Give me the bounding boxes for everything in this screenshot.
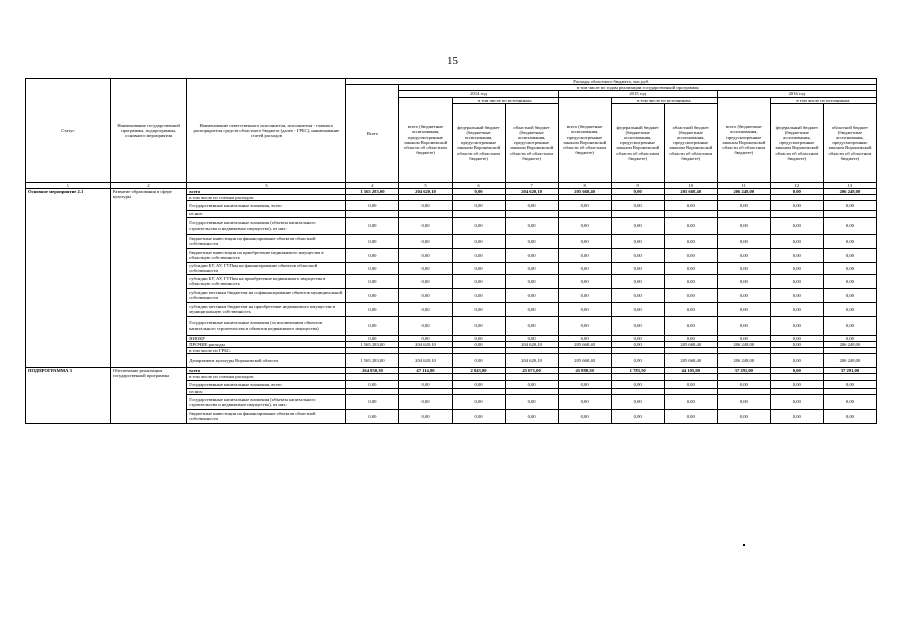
- row-value-cell: 1 565 283,00: [346, 354, 399, 368]
- row-value-cell: 0,00: [452, 316, 505, 335]
- row-value-cell: 0,00: [717, 234, 770, 248]
- row-value-cell: 0,00: [717, 409, 770, 423]
- row-value-cell: 0,00: [664, 316, 717, 335]
- row-item-label: субсидии БУ, АУ, ГУПам на приобретение недвижимого имущества в областную собственность: [187, 274, 346, 288]
- row-value-cell: 205 668,40: [558, 354, 611, 368]
- row-value-cell: 206 248,00: [717, 189, 770, 195]
- row-value-cell: 204 620,10: [505, 354, 558, 368]
- row-item-label: субсидии местным бюджетам на софинансирование объектов муниципальной собственности: [187, 288, 346, 302]
- row-value-cell: 0,00: [346, 409, 399, 423]
- row-item-label: субсидии местным бюджетам на приобретение недвижимого имущества в муниципальную собственность: [187, 302, 346, 316]
- row-value-cell: 0,00: [558, 302, 611, 316]
- column-number: 1: [26, 182, 111, 188]
- row-value-cell: 0,00: [452, 201, 505, 211]
- row-value-cell: 0,00: [505, 217, 558, 234]
- row-value-cell: 0,00: [346, 302, 399, 316]
- row-value-cell: 0,00: [823, 234, 876, 248]
- row-value-cell: 0,00: [452, 274, 505, 288]
- row-value-cell: 0,00: [823, 274, 876, 288]
- row-value-cell: 0,00: [505, 380, 558, 388]
- row-value-cell: 0,00: [346, 380, 399, 388]
- row-value-cell: 0,00: [346, 335, 399, 341]
- row-value-cell: 0,00: [717, 201, 770, 211]
- row-value-cell: 0,00: [399, 380, 452, 388]
- row-value-cell: 0,00: [770, 380, 823, 388]
- row-value-cell: 0,00: [717, 274, 770, 288]
- header-total: Всего: [346, 85, 399, 183]
- row-value-cell: 0,00: [505, 316, 558, 335]
- row-item-label: в том числе по ГРБС:: [187, 348, 346, 354]
- header-program-name: Наименование государственной программы, подпрограммы, основного мероприятия: [110, 79, 186, 183]
- row-value-cell: 0,00: [452, 335, 505, 341]
- row-value-cell: 0,00: [505, 234, 558, 248]
- row-value-cell: 0,00: [452, 302, 505, 316]
- row-item-label: ПРОЧИЕ расходы: [187, 341, 346, 347]
- row-value-cell: 0,00: [823, 409, 876, 423]
- row-status: Основное мероприятие 2.1: [26, 189, 111, 368]
- row-value-cell: 0,00: [558, 316, 611, 335]
- row-value-cell: 0,00: [558, 248, 611, 262]
- row-value-cell: 204 620,10: [505, 341, 558, 347]
- row-item-label: Государственные капитальные вложения (за исключением объектов капитального строительства и объектов недвижимого имущества): [187, 316, 346, 335]
- row-item-label: бюджетные инвестиции на приобретение недвижимого имущества в областную собственность: [187, 248, 346, 262]
- row-value-cell: 0,00: [505, 201, 558, 211]
- row-value-cell: 0,00: [558, 409, 611, 423]
- row-value-cell: 0,00: [611, 262, 664, 274]
- row-value-cell: 1 565 283,00: [346, 189, 399, 195]
- row-value-cell: 0,00: [399, 201, 452, 211]
- row-program-name: Обеспечение реализации государственной программы: [110, 368, 186, 424]
- row-value-cell: 0,00: [558, 201, 611, 211]
- row-value-cell: 0,00: [823, 217, 876, 234]
- row-value-cell: 0,00: [717, 380, 770, 388]
- row-value-cell: 0,00: [664, 288, 717, 302]
- row-value-cell: 0,00: [770, 189, 823, 195]
- row-value-cell: 0,00: [611, 302, 664, 316]
- row-value-cell: 0,00: [823, 302, 876, 316]
- row-value-cell: 206 248,00: [823, 354, 876, 368]
- row-value-cell: 0,00: [558, 274, 611, 288]
- row-item-label: субсидии БУ, АУ, ГУПам на финансирование объектов областной собственности: [187, 262, 346, 274]
- row-item-label: всего: [187, 368, 346, 374]
- row-value-cell: 0,00: [399, 234, 452, 248]
- header-col-reg: областной бюджет (бюджетные ассигнования, предусмотренные законом Воронежской области об областном бюджете): [823, 103, 876, 182]
- row-value-cell: 0,00: [452, 354, 505, 368]
- row-value-cell: 0,00: [823, 288, 876, 302]
- row-value-cell: 0,00: [823, 394, 876, 409]
- header-by-sources: в том числе по источникам:: [452, 97, 558, 103]
- row-value-cell: 47 114,80: [399, 368, 452, 374]
- header-status: Статус: [26, 79, 111, 183]
- row-item-label: бюджетные инвестиции на финансирование объектов областной собственности: [187, 409, 346, 423]
- row-value-cell: 205 668,40: [664, 189, 717, 195]
- row-value-cell: 206 248,00: [717, 354, 770, 368]
- row-value-cell: 204 620,10: [399, 354, 452, 368]
- row-value-cell: 0,00: [664, 274, 717, 288]
- header-col-fed: федеральный бюджет (бюджетные ассигнования, предусмотренные законом Воронежской области об областном бюджете): [611, 103, 664, 182]
- row-value-cell: 0,00: [399, 248, 452, 262]
- column-number: 4: [346, 182, 399, 188]
- row-value-cell: 0,00: [770, 217, 823, 234]
- row-value-cell: 0,00: [823, 380, 876, 388]
- row-value-cell: 0,00: [346, 316, 399, 335]
- row-value-cell: 204 620,10: [399, 341, 452, 347]
- row-value-cell: 0,00: [823, 201, 876, 211]
- row-program-name: Развитие образования в сфере культуры: [110, 189, 186, 368]
- row-value-cell: 0,00: [770, 335, 823, 341]
- header-col-all: всего (бюджетные ассигнования, предусмотренные законом Воронежской области об областном бюджете): [399, 97, 452, 182]
- row-value-cell: 0,00: [664, 201, 717, 211]
- row-item-label: Государственные капитальные вложения, всего: [187, 201, 346, 211]
- row-value-cell: 0,00: [770, 201, 823, 211]
- header-executor: Наименование ответственного исполнителя, исполнителя - главного распорядителя средств областного бюджета (далее - ГРБС), наименование статей расходов: [187, 79, 346, 183]
- row-value-cell: 0,00: [611, 394, 664, 409]
- row-value-cell: 0,00: [346, 394, 399, 409]
- row-item-label: всего: [187, 189, 346, 195]
- row-value-cell: 0,00: [346, 262, 399, 274]
- row-value-cell: 0,00: [717, 217, 770, 234]
- row-value-cell: 264 850,30: [346, 368, 399, 374]
- row-value-cell: 0,00: [611, 354, 664, 368]
- row-value-cell: 0,00: [717, 316, 770, 335]
- row-value-cell: 1 565 283,00: [346, 341, 399, 347]
- row-value-cell: 0,00: [399, 335, 452, 341]
- row-value-cell: 0,00: [770, 341, 823, 347]
- stray-mark: [743, 544, 745, 546]
- row-value-cell: 0,00: [770, 302, 823, 316]
- row-value-cell: 0,00: [399, 217, 452, 234]
- row-value-cell: 0,00: [558, 288, 611, 302]
- row-item-label: из них:: [187, 211, 346, 217]
- row-value-cell: 0,00: [611, 341, 664, 347]
- column-number: 8: [558, 182, 611, 188]
- row-value-cell: 0,00: [770, 409, 823, 423]
- row-value-cell: 0,00: [346, 288, 399, 302]
- row-value-cell: 0,00: [346, 248, 399, 262]
- row-value-cell: 206 248,00: [717, 341, 770, 347]
- row-value-cell: 205 668,40: [664, 354, 717, 368]
- row-value-cell: 0,00: [664, 248, 717, 262]
- row-item-label: бюджетные инвестиции на финансирование объектов областной собственности: [187, 234, 346, 248]
- row-value-cell: 0,00: [717, 248, 770, 262]
- header-by-years: в том числе по годам реализации государственной программы: [399, 85, 877, 91]
- row-value-cell: 0,00: [399, 274, 452, 288]
- row-value-cell: 205 668,40: [558, 341, 611, 347]
- row-value-cell: 0,00: [823, 262, 876, 274]
- row-value-cell: 0,00: [452, 234, 505, 248]
- row-value-cell: 0,00: [823, 316, 876, 335]
- column-number: 3: [187, 182, 346, 188]
- row-value-cell: 0,00: [664, 409, 717, 423]
- row-value-cell: 0,00: [611, 335, 664, 341]
- column-number: 13: [823, 182, 876, 188]
- row-value-cell: 0,00: [717, 262, 770, 274]
- row-value-cell: 0,00: [664, 335, 717, 341]
- row-value-cell: 45 888,50: [558, 368, 611, 374]
- row-value-cell: 0,00: [611, 409, 664, 423]
- row-value-cell: 0,00: [399, 409, 452, 423]
- row-value-cell: 0,00: [611, 189, 664, 195]
- row-item-label: в том числе по статьям расходов:: [187, 195, 346, 201]
- row-value-cell: 37 291,00: [823, 368, 876, 374]
- row-value-cell: 204 620,10: [399, 189, 452, 195]
- row-value-cell: 0,00: [611, 234, 664, 248]
- row-value-cell: 0,00: [505, 288, 558, 302]
- row-item-label: Государственные капитальные вложения (объекты капитального строительства и недвижимое имущество), из них:: [187, 217, 346, 234]
- row-value-cell: 0,00: [505, 274, 558, 288]
- row-value-cell: 0,00: [346, 274, 399, 288]
- row-value-cell: 0,00: [717, 302, 770, 316]
- column-number: 6: [452, 182, 505, 188]
- row-value-cell: 0,00: [505, 409, 558, 423]
- column-number: 11: [717, 182, 770, 188]
- row-value-cell: 0,00: [558, 234, 611, 248]
- row-value-cell: 0,00: [611, 201, 664, 211]
- row-value-cell: 0,00: [505, 248, 558, 262]
- row-value-cell: 0,00: [346, 217, 399, 234]
- row-value-cell: 0,00: [505, 394, 558, 409]
- header-expenses-title: Расходы областного бюджета, тыс.руб.: [346, 79, 877, 85]
- row-value-cell: 0,00: [664, 217, 717, 234]
- row-value-cell: 205 668,40: [558, 189, 611, 195]
- row-value-cell: 44 105,00: [664, 368, 717, 374]
- row-value-cell: 0,00: [558, 262, 611, 274]
- column-number: 12: [770, 182, 823, 188]
- row-value-cell: 0,00: [399, 302, 452, 316]
- row-value-cell: 205 668,40: [664, 341, 717, 347]
- column-number: 10: [664, 182, 717, 188]
- row-value-cell: 0,00: [611, 380, 664, 388]
- row-value-cell: 0,00: [452, 217, 505, 234]
- header-col-all: всего (бюджетные ассигнования, предусмотренные законом Воронежской области об областном бюджете): [558, 97, 611, 182]
- row-value-cell: 0,00: [664, 262, 717, 274]
- row-value-cell: 0,00: [452, 341, 505, 347]
- row-value-cell: 0,00: [770, 248, 823, 262]
- row-value-cell: 0,00: [452, 380, 505, 388]
- row-value-cell: 0,00: [399, 394, 452, 409]
- row-value-cell: 0,00: [664, 380, 717, 388]
- row-value-cell: 0,00: [452, 262, 505, 274]
- header-col-reg: областной бюджет (бюджетные ассигнования, предусмотренные законом Воронежской области об областном бюджете): [664, 103, 717, 182]
- row-value-cell: 0,00: [452, 248, 505, 262]
- row-value-cell: 2 043,80: [452, 368, 505, 374]
- column-number: 9: [611, 182, 664, 188]
- row-value-cell: 1 783,50: [611, 368, 664, 374]
- row-value-cell: 0,00: [611, 217, 664, 234]
- row-item-label: НИОКР: [187, 335, 346, 341]
- row-value-cell: 206 248,00: [823, 189, 876, 195]
- row-value-cell: 0,00: [770, 234, 823, 248]
- row-item-label: в том числе по статьям расходов:: [187, 374, 346, 380]
- budget-table: [25, 78, 877, 424]
- row-value-cell: 0,00: [823, 248, 876, 262]
- row-value-cell: 0,00: [664, 394, 717, 409]
- table-header: [26, 79, 877, 189]
- header-year-2014: 2014 год: [399, 91, 558, 97]
- row-value-cell: 0,00: [611, 316, 664, 335]
- header-year-2016: 2016 год: [717, 91, 876, 97]
- row-value-cell: 0,00: [505, 335, 558, 341]
- row-value-cell: 0,00: [770, 262, 823, 274]
- row-value-cell: 0,00: [611, 288, 664, 302]
- row-value-cell: 0,00: [611, 274, 664, 288]
- row-item-label: Государственные капитальные вложения, всего: [187, 380, 346, 388]
- column-number: 7: [505, 182, 558, 188]
- row-value-cell: 0,00: [399, 316, 452, 335]
- row-value-cell: 0,00: [664, 302, 717, 316]
- row-value-cell: 0,00: [346, 234, 399, 248]
- table-body: [26, 189, 877, 424]
- row-item-label: Государственные капитальные вложения (объекты капитального строительства и недвижимое имущество), из них:: [187, 394, 346, 409]
- row-value-cell: 0,00: [399, 288, 452, 302]
- row-value-cell: 0,00: [452, 288, 505, 302]
- row-value-cell: 0,00: [770, 354, 823, 368]
- row-value-cell: 0,00: [558, 217, 611, 234]
- header-by-sources: в том числе по источникам:: [611, 97, 717, 103]
- row-value-cell: 0,00: [346, 201, 399, 211]
- row-value-cell: 0,00: [452, 394, 505, 409]
- header-by-sources: в том числе по источникам:: [770, 97, 876, 103]
- row-value-cell: 0,00: [505, 262, 558, 274]
- row-value-cell: 0,00: [452, 409, 505, 423]
- row-value-cell: 0,00: [558, 335, 611, 341]
- row-value-cell: 0,00: [717, 335, 770, 341]
- header-col-reg: областной бюджет (бюджетные ассигнования, предусмотренные законом Воронежской области об областном бюджете): [505, 103, 558, 182]
- row-value-cell: 0,00: [399, 262, 452, 274]
- header-col-fed: федеральный бюджет (бюджетные ассигнования, предусмотренные законом Воронежской области об областном бюджете): [452, 103, 505, 182]
- header-col-all: всего (бюджетные ассигнования, предусмотренные законом Воронежской области об областном бюджете): [717, 97, 770, 182]
- row-value-cell: 0,00: [770, 316, 823, 335]
- row-value-cell: 0,00: [823, 335, 876, 341]
- row-value-cell: 0,00: [717, 394, 770, 409]
- header-year-2015: 2015 год: [558, 91, 717, 97]
- row-value-cell: 0,00: [770, 394, 823, 409]
- row-value-cell: 206 248,00: [823, 341, 876, 347]
- column-number: 2: [110, 182, 186, 188]
- row-value-cell: 0,00: [558, 380, 611, 388]
- row-value-cell: 0,00: [452, 189, 505, 195]
- row-value-cell: 0,00: [664, 234, 717, 248]
- row-value-cell: 204 620,10: [505, 189, 558, 195]
- row-status: ПОДПРОГРАММА 3: [26, 368, 111, 424]
- row-value-cell: 0,00: [770, 274, 823, 288]
- row-item-label: из них:: [187, 388, 346, 394]
- page-number: 15: [447, 55, 458, 67]
- row-value-cell: 37 291,00: [717, 368, 770, 374]
- row-item-label: Департамент культуры Воронежской области: [187, 354, 346, 368]
- row-value-cell: 0,00: [717, 288, 770, 302]
- row-value-cell: 0,00: [505, 302, 558, 316]
- row-value-cell: 0,00: [558, 394, 611, 409]
- column-number: 5: [399, 182, 452, 188]
- header-col-fed: федеральный бюджет (бюджетные ассигнования, предусмотренные законом Воронежской области об областном бюджете): [770, 103, 823, 182]
- row-value-cell: 0,00: [770, 288, 823, 302]
- row-value-cell: 0,00: [611, 248, 664, 262]
- row-value-cell: 45 071,00: [505, 368, 558, 374]
- row-value-cell: 0,00: [770, 368, 823, 374]
